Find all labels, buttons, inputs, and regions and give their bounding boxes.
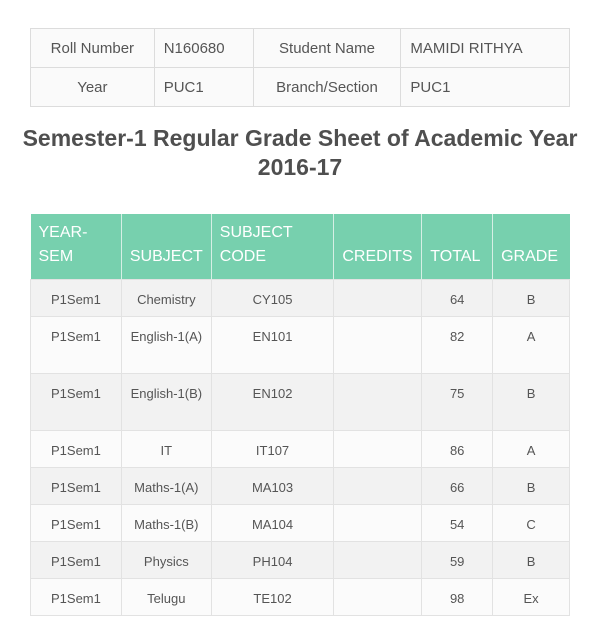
col-year-sem-header: YEAR-SEM xyxy=(31,214,122,279)
grade-table-body xyxy=(31,279,570,615)
grade-cell: B xyxy=(493,373,570,430)
year-sem-cell: P1Sem1 xyxy=(31,541,122,578)
grade-cell: C xyxy=(493,504,570,541)
subject-code-cell: CY105 xyxy=(211,279,334,316)
grade-cell: B xyxy=(493,279,570,316)
subject-cell: IT xyxy=(121,430,211,467)
page-title: Semester-1 Regular Grade Sheet of Academic Year 2016-17 xyxy=(22,125,578,180)
subject-code-cell: MA103 xyxy=(211,467,334,504)
student-name-label: Student Name xyxy=(253,29,401,68)
year-sem-cell: P1Sem1 xyxy=(31,504,122,541)
col-subject-header: SUBJECT xyxy=(121,214,211,279)
roll-number-label: Roll Number xyxy=(31,29,155,68)
year-sem-cell: P1Sem1 xyxy=(31,316,122,373)
branch-section-value: PUC1 xyxy=(401,68,570,107)
grade-cell: A xyxy=(493,316,570,373)
credits-cell xyxy=(334,373,422,430)
student-info-table xyxy=(30,28,570,107)
subject-cell: Maths-1(B) xyxy=(121,504,211,541)
info-row-year xyxy=(31,68,570,107)
subject-code-cell: MA104 xyxy=(211,504,334,541)
subject-code-cell: IT107 xyxy=(211,430,334,467)
year-sem-cell: P1Sem1 xyxy=(31,430,122,467)
info-row-roll xyxy=(31,29,570,68)
grade-row xyxy=(31,373,570,430)
subject-code-cell: PH104 xyxy=(211,541,334,578)
grade-row xyxy=(31,430,570,467)
grade-cell: B xyxy=(493,467,570,504)
grade-row xyxy=(31,541,570,578)
subject-code-cell: TE102 xyxy=(211,578,334,615)
subject-cell: English-1(B) xyxy=(121,373,211,430)
total-cell: 98 xyxy=(422,578,493,615)
grade-cell: Ex xyxy=(493,578,570,615)
subject-cell: Chemistry xyxy=(121,279,211,316)
subject-cell: English-1(A) xyxy=(121,316,211,373)
credits-cell xyxy=(334,279,422,316)
credits-cell xyxy=(334,467,422,504)
student-name-value: MAMIDI RITHYA xyxy=(401,29,570,68)
branch-section-label: Branch/Section xyxy=(253,68,401,107)
total-cell: 82 xyxy=(422,316,493,373)
grade-cell: B xyxy=(493,541,570,578)
total-cell: 86 xyxy=(422,430,493,467)
year-label: Year xyxy=(31,68,155,107)
credits-cell xyxy=(334,578,422,615)
total-cell: 75 xyxy=(422,373,493,430)
col-subject-code-header: SUBJECT CODE xyxy=(211,214,334,279)
col-grade-header: GRADE xyxy=(493,214,570,279)
grade-row xyxy=(31,316,570,373)
subject-cell: Maths-1(A) xyxy=(121,467,211,504)
total-cell: 54 xyxy=(422,504,493,541)
credits-cell xyxy=(334,430,422,467)
total-cell: 59 xyxy=(422,541,493,578)
credits-cell xyxy=(334,541,422,578)
grade-table xyxy=(30,214,570,616)
roll-number-value: N160680 xyxy=(154,29,253,68)
subject-code-cell: EN102 xyxy=(211,373,334,430)
year-sem-cell: P1Sem1 xyxy=(31,467,122,504)
subject-cell: Telugu xyxy=(121,578,211,615)
grade-row xyxy=(31,504,570,541)
grade-row xyxy=(31,279,570,316)
year-sem-cell: P1Sem1 xyxy=(31,373,122,430)
grade-table-header xyxy=(31,214,570,279)
subject-code-cell: EN101 xyxy=(211,316,334,373)
col-credits-header: CREDITS xyxy=(334,214,422,279)
year-sem-cell: P1Sem1 xyxy=(31,279,122,316)
total-cell: 66 xyxy=(422,467,493,504)
subject-cell: Physics xyxy=(121,541,211,578)
grade-cell: A xyxy=(493,430,570,467)
credits-cell xyxy=(334,316,422,373)
grade-row xyxy=(31,467,570,504)
credits-cell xyxy=(334,504,422,541)
grade-row xyxy=(31,578,570,615)
total-cell: 64 xyxy=(422,279,493,316)
col-total-header: TOTAL xyxy=(422,214,493,279)
year-value: PUC1 xyxy=(154,68,253,107)
year-sem-cell: P1Sem1 xyxy=(31,578,122,615)
